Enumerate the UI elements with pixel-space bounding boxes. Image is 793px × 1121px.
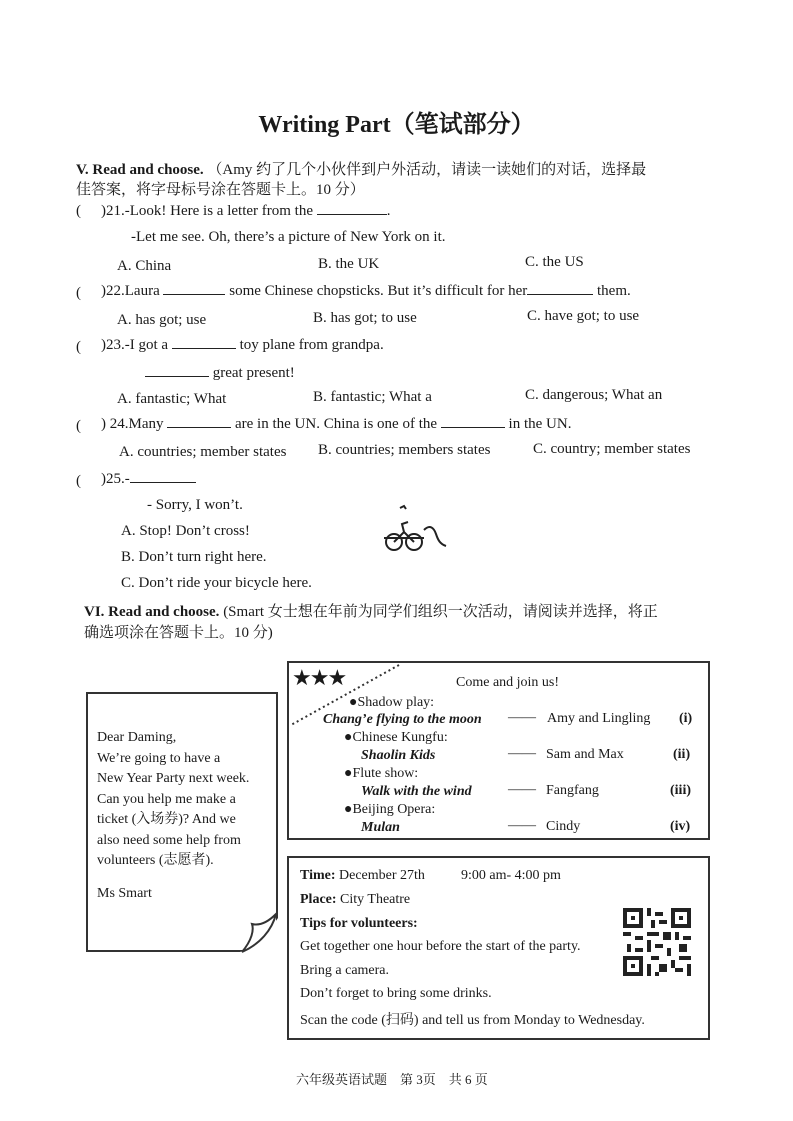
program-dash: —— (508, 818, 536, 833)
question-23 (101, 337, 384, 354)
question-22 (101, 283, 631, 300)
page-title: Writing Part（笔试部分） (258, 112, 535, 138)
program-item-type (344, 730, 448, 746)
program-header: Come and join us! (456, 675, 560, 690)
tip-line: Don’t forget to bring some drinks. (300, 986, 492, 1001)
no-cycling-sign-icon (380, 504, 450, 556)
program-type: Flute show: (352, 766, 419, 781)
letter-signature: Ms Smart (97, 886, 152, 901)
program-dash: —— (508, 746, 536, 761)
tips-label: Tips for volunteers: (300, 916, 418, 931)
letter-line: volunteers (志愿者). (97, 853, 214, 868)
program-show-title: Chang’e flying to the moon (323, 712, 482, 727)
option-a: A. has got; use (117, 312, 207, 328)
question-25-line-2: - Sorry, I won’t. (147, 497, 243, 513)
time-value: December 27th (339, 868, 425, 883)
question-number: )21. (101, 203, 125, 219)
program-performers: Sam and Max (546, 747, 624, 762)
question-number: )23. (101, 337, 125, 353)
program-performers: Fangfang (546, 783, 599, 798)
program-box (287, 661, 710, 840)
footer-subject: 六年级英语试题 (296, 1072, 388, 1087)
answer-paren[interactable]: ( (76, 339, 81, 355)
footer (296, 1069, 488, 1088)
bullet-icon: ● (344, 766, 353, 781)
program-tag: (iii) (670, 783, 691, 798)
question-text: some Chinese chopsticks. But it’s difficult for her (229, 283, 528, 299)
answer-blank (441, 426, 505, 428)
option-b: B. Don’t turn right here. (121, 549, 267, 565)
answer-blank (130, 481, 196, 483)
program-show-title: Shaolin Kids (361, 748, 436, 763)
program-tag: (iv) (670, 819, 691, 834)
answer-blank (163, 293, 225, 295)
option-b: B. countries; members states (318, 442, 491, 458)
program-item-type (344, 802, 435, 818)
bullet-icon: ● (344, 802, 353, 817)
answer-blank (317, 213, 387, 215)
section-6-heading-line (84, 600, 658, 621)
hours-value: 9:00 am- 4:00 pm (461, 868, 561, 883)
question-21 (101, 203, 391, 220)
program-performers: Amy and Lingling (547, 711, 651, 726)
program-show-title: Mulan (361, 820, 400, 835)
question-text: -Look! Here is a letter from the (124, 203, 314, 219)
option-b: B. has got; to use (313, 310, 417, 326)
option-c: C. dangerous; What an (525, 387, 663, 403)
letter-line: New Year Party next week. (97, 771, 250, 786)
footer-total: 共 6 页 (448, 1072, 488, 1087)
option-a: A. fantastic; What (117, 391, 227, 407)
question-text: toy plane from grandpa. (239, 337, 384, 353)
answer-blank (145, 375, 209, 377)
question-text: are in the UN. China is one of the (235, 416, 438, 432)
program-item-type (349, 695, 434, 711)
info-box (287, 856, 710, 1040)
section-5-instruction: （Amy 约了几个小伙伴到户外活动，请读一读她们的对话，选择最 (207, 162, 647, 178)
place-value: City Theatre (340, 892, 411, 907)
option-a: A. countries; member states (119, 444, 287, 460)
program-dash: —— (508, 710, 536, 725)
footer-page: 第 3页 (400, 1072, 436, 1087)
letter-line: also need some help from (97, 833, 241, 848)
qr-code-icon[interactable] (623, 908, 691, 976)
answer-paren[interactable]: ( (76, 473, 81, 489)
answer-blank (527, 293, 593, 295)
section-6-instruction: (Smart 女士想在年前为同学们组织一次活动，请阅读并选择，将正 (223, 604, 658, 620)
answer-blank (172, 347, 236, 349)
question-text: Laura (124, 283, 160, 299)
option-b: B. the UK (318, 256, 380, 272)
question-text: great present! (212, 365, 295, 381)
answer-paren[interactable]: ( (76, 418, 81, 434)
program-item-type (344, 766, 418, 782)
question-number: )25.- (101, 471, 130, 487)
answer-paren[interactable]: ( (76, 285, 81, 301)
tip-line: Get together one hour before the start of the party. (300, 939, 581, 954)
letter-line: ticket (入场券)? And we (97, 812, 236, 827)
question-text: in the UN. (508, 416, 572, 432)
question-number: )22. (101, 283, 125, 299)
answer-blank (167, 426, 231, 428)
section-6-heading: VI. Read and choose. (84, 604, 220, 620)
place-row (300, 892, 410, 908)
question-24 (101, 416, 571, 433)
stars-icon: ★★★ (292, 665, 346, 690)
option-a: A. Stop! Don’t cross! (121, 523, 250, 539)
section-5-heading: V. Read and choose. (76, 162, 204, 178)
page-curl-icon (238, 912, 282, 956)
program-type: Chinese Kungfu: (352, 730, 448, 745)
program-dash: —— (508, 782, 536, 797)
letter-line: We’re going to have a (97, 751, 221, 766)
question-21-line-2: -Let me see. Oh, there’s a picture of New York on it. (131, 229, 446, 245)
time-row (300, 868, 425, 884)
option-b: B. fantastic; What a (313, 389, 432, 405)
section-5-instruction-2: 佳答案，将字母标号涂在答题卡上。10 分） (76, 182, 365, 198)
question-23-line-2 (145, 365, 295, 382)
option-c: C. the US (525, 254, 584, 270)
option-a: A. China (117, 258, 172, 274)
question-25 (101, 471, 196, 488)
tip-line: Bring a camera. (300, 963, 390, 978)
time-label: Time: (300, 868, 336, 883)
option-c: C. Don’t ride your bicycle here. (121, 575, 312, 591)
letter-greeting: Dear Daming, (97, 730, 177, 745)
section-6-instruction-2: 确选项涂在答题卡上。10 分) (84, 625, 273, 641)
letter-line: Can you help me make a (97, 792, 236, 807)
option-c: C. country; member states (533, 441, 691, 457)
question-text: them. (597, 283, 631, 299)
program-tag: (i) (679, 711, 693, 726)
program-performers: Cindy (546, 819, 581, 834)
program-type: Beijing Opera: (352, 802, 436, 817)
bullet-icon: ● (344, 730, 353, 745)
tip-line: Scan the code (扫码) and tell us from Monday to Wednesday. (300, 1013, 645, 1028)
question-text: Many (128, 416, 164, 432)
answer-paren[interactable]: ( (76, 203, 81, 219)
program-type: Shadow play: (357, 695, 435, 710)
question-number: ) 24. (101, 416, 129, 432)
question-text: -I got a (124, 337, 169, 353)
program-show-title: Walk with the wind (361, 784, 472, 799)
question-text: . (386, 203, 391, 219)
place-label: Place: (300, 892, 337, 907)
program-tag: (ii) (673, 747, 691, 762)
section-5-heading-line (76, 158, 646, 179)
option-c: C. have got; to use (527, 308, 640, 324)
bullet-icon: ● (349, 695, 358, 710)
